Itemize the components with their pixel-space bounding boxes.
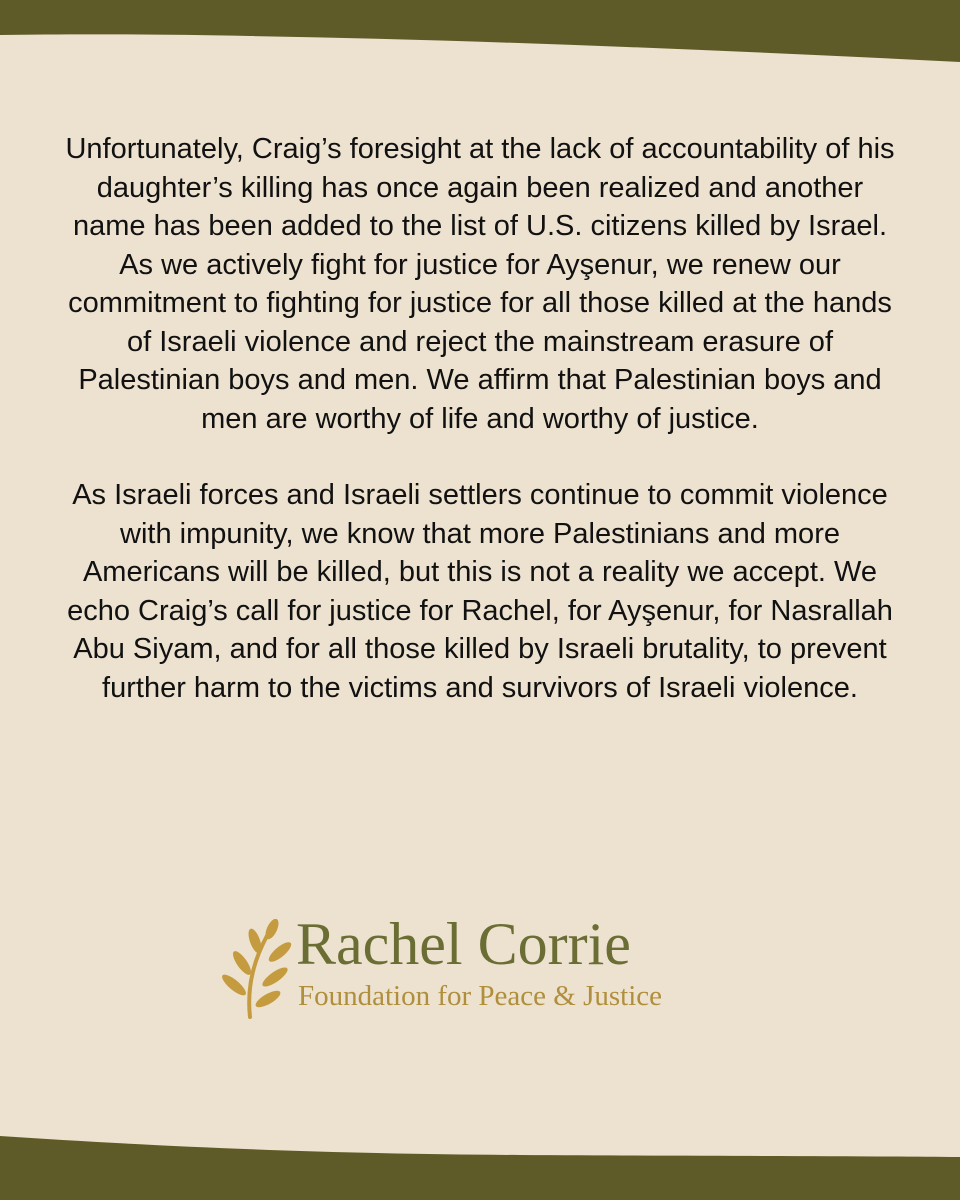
- top-decorative-band: [0, 0, 960, 80]
- olive-branch-icon: [220, 919, 292, 1019]
- statement-paragraph-1: Unfortunately, Craig’s foresight at the lack of accountability of his daughter’s killing has once again been realized and another name has been added to the list of U.S. citizens killed by Israel. As we actively fight for justice for Ayşenur, we renew our commitment to fighting for justice for all those killed at the hands of Israeli violence and reject the mainstream erasure of Palestinian boys and men. We affirm that Palestinian boys and men are worthy of life and worthy of justice.: [65, 133, 895, 435]
- bottom-decorative-band: [0, 1130, 960, 1200]
- logo-subtitle: Foundation for Peace & Justice: [298, 980, 663, 1012]
- statement-paragraph-2: As Israeli forces and Israeli settlers continue to commit violence with impunity, we know that more Palestinians and more Americans will be killed, but this is not a reality we accept. We echo Craig’s call for justice for Rachel, for Ayşenur, for Nasrallah Abu Siyam, and for all those killed by Israeli brutality, to prevent further harm to the victims and survivors of Israeli violence.: [67, 479, 893, 704]
- foundation-logo: [216, 911, 736, 1025]
- top-band-shape: [0, 0, 960, 62]
- logo-title: Rachel Corrie: [296, 911, 631, 977]
- statement-text: [60, 130, 900, 707]
- bottom-band-shape: [0, 1136, 960, 1200]
